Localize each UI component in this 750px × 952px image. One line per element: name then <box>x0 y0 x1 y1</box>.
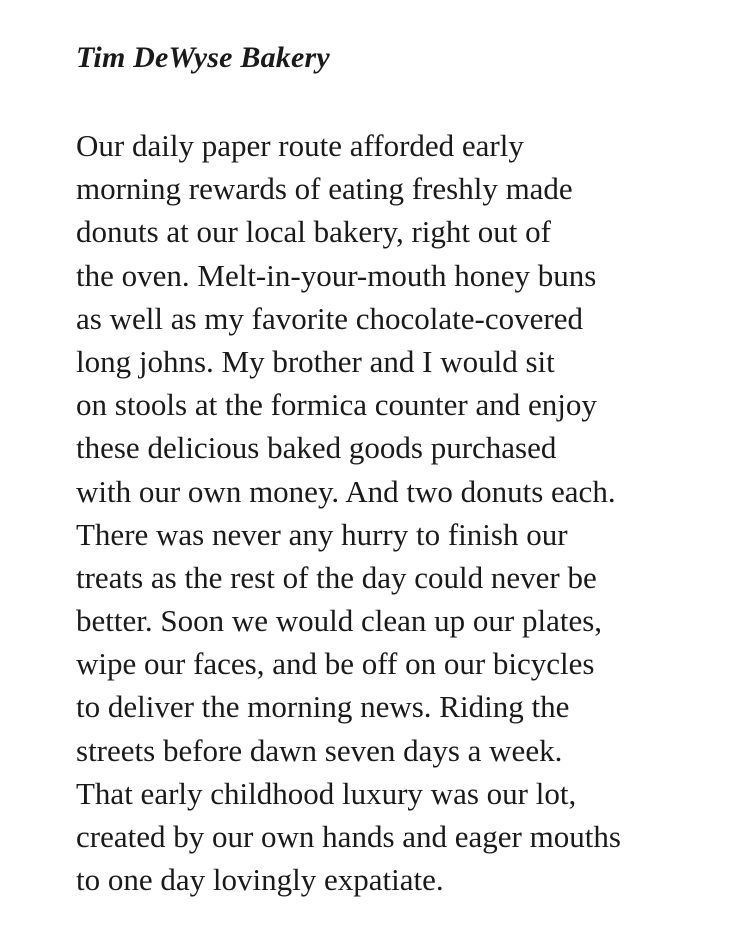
text-line: treats as the rest of the day could never be <box>76 559 597 595</box>
text-line: these delicious baked goods purchased <box>76 430 557 466</box>
text-line: wipe our faces, and be off on our bicycles <box>76 646 595 682</box>
text-line: donuts at our local bakery, right out of <box>76 214 551 250</box>
text-line: the oven. Melt-in-your-mouth honey buns <box>76 257 597 293</box>
document-title: Tim DeWyse Bakery <box>76 41 330 74</box>
text-line: on stools at the formica counter and enjoy <box>76 387 597 423</box>
text-line: morning rewards of eating freshly made <box>76 171 573 207</box>
text-line: Our daily paper route afforded early <box>76 128 524 163</box>
text-line: There was never any hurry to finish our <box>76 516 568 552</box>
body-text <box>76 124 621 901</box>
text-line: as well as my favorite chocolate-covered <box>76 300 583 336</box>
text-line: created by our own hands and eager mouths <box>76 819 621 854</box>
text-line: to deliver the morning news. Riding the <box>76 689 570 725</box>
text-line: long johns. My brother and I would sit <box>76 343 555 379</box>
text-line: better. Soon we would clean up our plates, <box>76 603 603 639</box>
text-line: to one day lovingly expatiate. <box>76 862 444 898</box>
text-line: streets before dawn seven days a week. <box>76 732 563 768</box>
text-line: That early childhood luxury was our lot, <box>76 775 577 811</box>
text-line: with our own money. And two donuts each. <box>76 473 616 509</box>
